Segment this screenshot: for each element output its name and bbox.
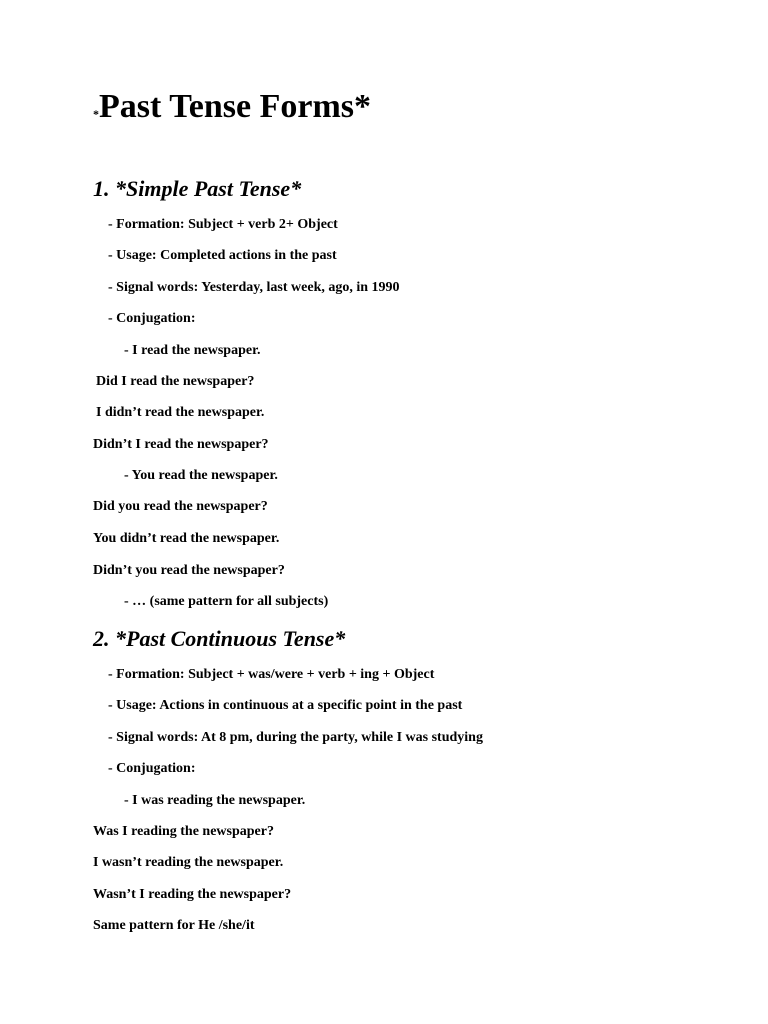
example-line: I didn’t read the newspaper. xyxy=(96,405,265,420)
example-line: You didn’t read the newspaper. xyxy=(93,531,280,546)
example-line: I wasn’t reading the newspaper. xyxy=(93,855,284,870)
example-line: Did you read the newspaper? xyxy=(93,499,268,514)
section-heading-past-continuous: 2. *Past Continuous Tense* xyxy=(93,626,346,651)
signal-words-line: - Signal words: Yesterday, last week, ago, in 1990 xyxy=(108,280,400,295)
example-line: Did I read the newspaper? xyxy=(96,374,255,389)
usage-line: - Usage: Actions in continuous at a specific point in the past xyxy=(108,698,463,713)
pattern-note: Same pattern for He /she/it xyxy=(93,918,255,933)
example-line: Wasn’t I reading the newspaper? xyxy=(93,887,292,902)
example-line: Was I reading the newspaper? xyxy=(93,824,274,839)
formation-line: - Formation: Subject + was/were + verb + ing + Object xyxy=(108,667,435,682)
example-line: Didn’t you read the newspaper? xyxy=(93,563,285,578)
conjugation-label: - Conjugation: xyxy=(108,311,196,326)
example-line: Didn’t I read the newspaper? xyxy=(93,437,269,452)
formation-line: - Formation: Subject + verb 2+ Object xyxy=(108,217,338,232)
usage-line: - Usage: Completed actions in the past xyxy=(108,248,337,263)
conjugation-label: - Conjugation: xyxy=(108,761,196,776)
example-line: - I was reading the newspaper. xyxy=(124,793,306,808)
page-title xyxy=(93,86,371,135)
pattern-note: - … (same pattern for all subjects) xyxy=(124,594,329,609)
section-heading-simple-past: 1. *Simple Past Tense* xyxy=(93,176,302,201)
example-line: - I read the newspaper. xyxy=(124,343,261,358)
signal-words-line: - Signal words: At 8 pm, during the party, while I was studying xyxy=(108,730,483,745)
example-line: - You read the newspaper. xyxy=(124,468,278,483)
title-text: Past Tense Forms* xyxy=(99,88,371,125)
title-prefix: * xyxy=(93,107,99,121)
